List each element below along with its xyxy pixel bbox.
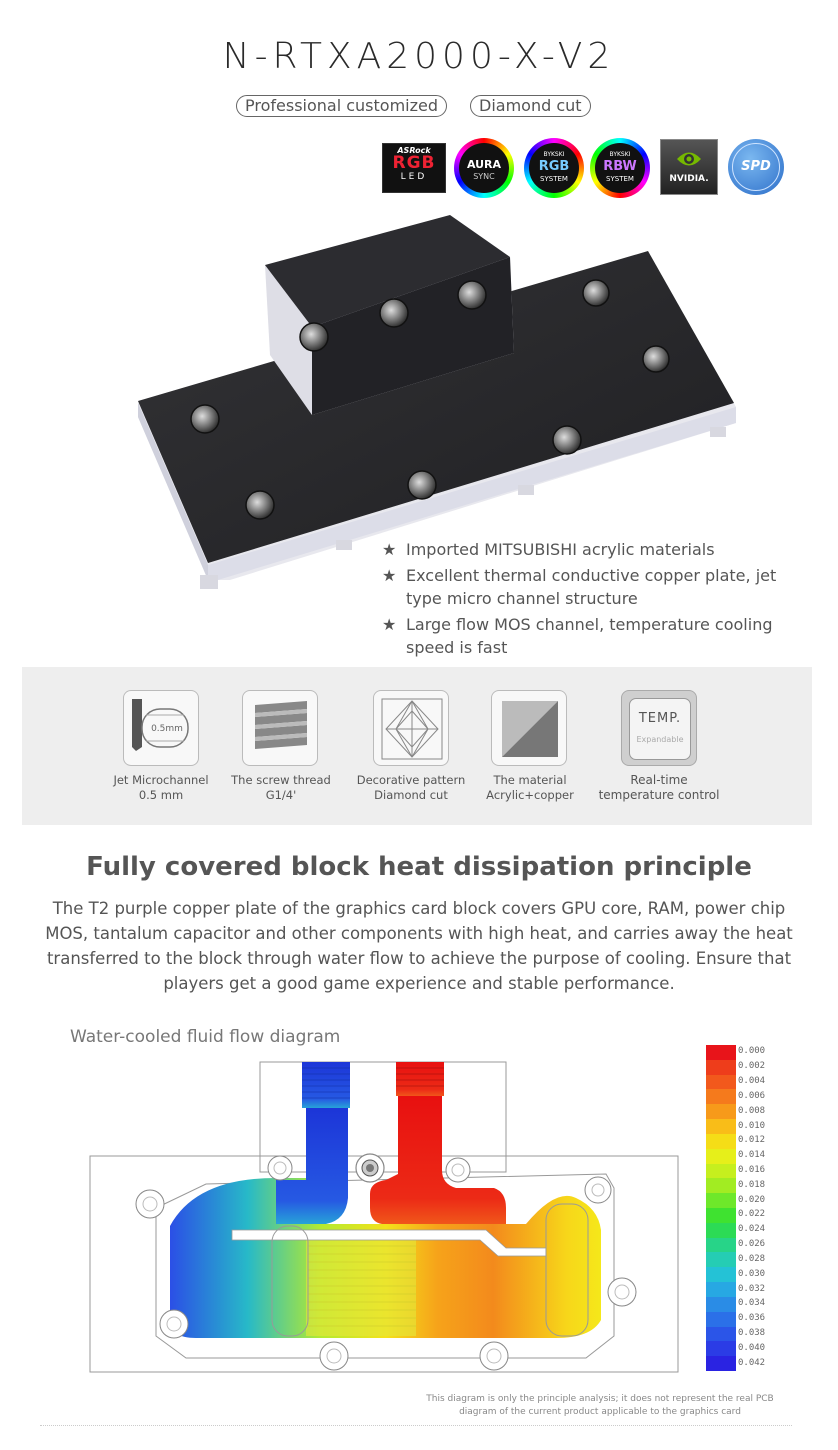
- spd-logo: SPD: [728, 139, 784, 195]
- scale-cell: [706, 1297, 736, 1312]
- section-heading: Fully covered block heat dissipation principle: [86, 852, 752, 882]
- aura-sync-logo: AURA SYNC: [454, 138, 514, 198]
- scale-cell: [706, 1060, 736, 1075]
- nvidia-eye-icon: [675, 148, 703, 170]
- scale-label: 0.000: [738, 1046, 766, 1057]
- scale-cell: [706, 1134, 736, 1149]
- scale-label: 0.036: [738, 1313, 766, 1324]
- scale-cell: [706, 1312, 736, 1327]
- feature-item: ★ Excellent thermal conductive copper plate, jet type micro channel structure: [382, 564, 802, 610]
- tag-professional: Professional customized: [236, 95, 447, 117]
- scale-label: 0.010: [738, 1120, 766, 1131]
- diamond-icon: [373, 690, 449, 766]
- bykski-rbw-logo: BYKSKI RBW SYSTEM: [590, 138, 650, 198]
- scale-label: 0.034: [738, 1298, 766, 1309]
- flow-scale-bar: [706, 1045, 736, 1371]
- scale-cell: [706, 1193, 736, 1208]
- scale-cell: [706, 1341, 736, 1356]
- scale-cell: [706, 1252, 736, 1267]
- temp-icon: TEMP. Expandable: [621, 690, 697, 766]
- scale-label: 0.006: [738, 1090, 766, 1101]
- scale-cell: [706, 1356, 736, 1371]
- scale-label: 0.008: [738, 1105, 766, 1116]
- feature-list: [382, 538, 802, 662]
- diagram-note: This diagram is only the principle analysis; it does not represent the real PCB diagram of the current product applicable to the graphics card: [426, 1394, 774, 1417]
- scale-cell: [706, 1149, 736, 1164]
- scale-label: 0.012: [738, 1135, 766, 1146]
- scale-label: 0.004: [738, 1076, 766, 1087]
- flow-diagram: [86, 1058, 686, 1378]
- scale-cell: [706, 1075, 736, 1090]
- screw-thread-icon: [242, 690, 318, 766]
- spec-caption-thread: The screw thread G1/4': [231, 773, 331, 802]
- scale-label: 0.032: [738, 1283, 766, 1294]
- scale-label: 0.002: [738, 1061, 766, 1072]
- scale-label: 0.038: [738, 1327, 766, 1338]
- scale-cell: [706, 1267, 736, 1282]
- section-paragraph: The T2 purple copper plate of the graphics card block covers GPU core, RAM, power chip MOS, tantalum capacitor and other components with high heat, and carries away the heat transferred to the block through water flow to achieve the purpose of cooling. Ensure that players get a good game experience and stable performance.: [45, 899, 793, 993]
- scale-label: 0.016: [738, 1164, 766, 1175]
- feature-item: ★ Imported MITSUBISHI acrylic materials: [382, 538, 802, 561]
- scale-label: 0.026: [738, 1239, 766, 1250]
- bykski-rgb-logo: BYKSKI RGB SYSTEM: [524, 138, 584, 198]
- product-title: N-RTXA2000-X-V2: [222, 36, 616, 77]
- scale-cell: [706, 1089, 736, 1104]
- bottom-divider: [40, 1425, 792, 1426]
- scale-label: 0.014: [738, 1150, 766, 1161]
- scale-cell: [706, 1104, 736, 1119]
- spec-caption-material: The material Acrylic+copper: [486, 773, 574, 802]
- scale-label: 0.028: [738, 1253, 766, 1264]
- scale-cell: [706, 1178, 736, 1193]
- scale-label: 0.024: [738, 1224, 766, 1235]
- scale-cell: [706, 1223, 736, 1238]
- scale-cell: [706, 1282, 736, 1297]
- flow-diagram-title: Water-cooled fluid flow diagram: [70, 1027, 341, 1047]
- scale-cell: [706, 1208, 736, 1223]
- tag-diamond-cut: Diamond cut: [470, 95, 591, 117]
- scale-label: 0.020: [738, 1194, 766, 1205]
- scale-label: 0.022: [738, 1209, 766, 1220]
- scale-cell: [706, 1164, 736, 1179]
- scale-cell: [706, 1045, 736, 1060]
- asrock-rgb-logo: ASRock RGB LED: [382, 143, 446, 193]
- scale-cell: [706, 1238, 736, 1253]
- scale-label: 0.018: [738, 1179, 766, 1190]
- scale-label: 0.040: [738, 1342, 766, 1353]
- microchannel-icon: 0.5mm: [123, 690, 199, 766]
- material-icon: [491, 690, 567, 766]
- spec-caption-pattern: Decorative pattern Diamond cut: [356, 773, 466, 802]
- scale-label: 0.042: [738, 1357, 766, 1368]
- spec-caption-microchannel: Jet Microchannel 0.5 mm: [113, 773, 209, 802]
- scale-cell: [706, 1327, 736, 1342]
- scale-label: 0.030: [738, 1268, 766, 1279]
- spec-caption-temp: Real-time temperature control: [598, 773, 720, 802]
- scale-cell: [706, 1119, 736, 1134]
- nvidia-logo: NVIDIA.: [660, 139, 718, 195]
- feature-item: ★ Large flow MOS channel, temperature cooling speed is fast: [382, 613, 802, 659]
